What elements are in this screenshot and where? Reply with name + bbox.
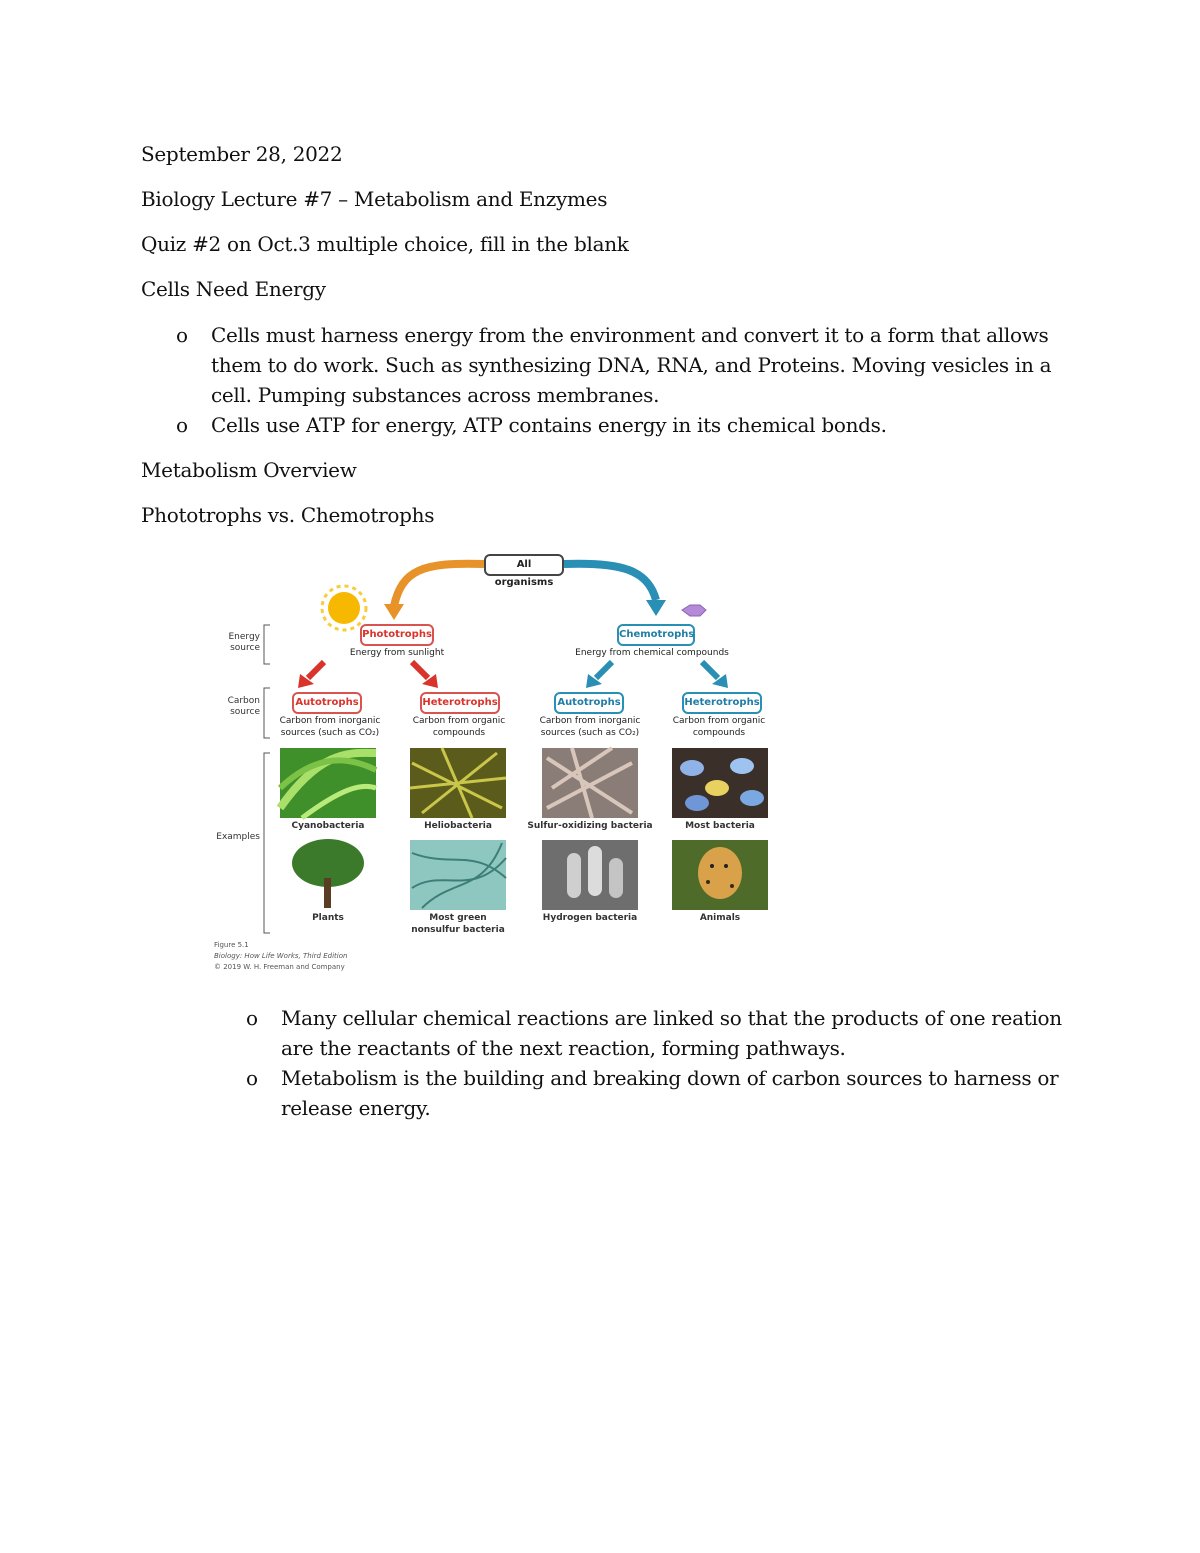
energy-sunlight-label: Energy from sunlight [349, 648, 445, 658]
arrow-to-phototrophs [394, 564, 484, 606]
metabolism-figure [212, 548, 812, 973]
all-organisms-box: All organisms [484, 554, 564, 576]
photo-cyanobacteria [280, 748, 376, 818]
photo-carbon-inorganic: Carbon from inorganic sources (such as CO₂) [279, 716, 381, 738]
sun-icon [322, 586, 366, 630]
chemo-autotrophs-box: Autotrophs [554, 692, 624, 714]
photo-carbon-organic: Carbon from organic compounds [412, 716, 506, 738]
arrow-chemo-hetero [702, 662, 718, 678]
bullet-text: Metabolism is the building and breaking down of carbon sources to harness or release energy. [281, 1066, 1059, 1120]
arrow-head-phototrophs [384, 604, 404, 620]
section-heading-cells-need-energy: Cells Need Energy [141, 277, 326, 301]
list-item [141, 320, 1076, 410]
figure-credit [214, 940, 414, 973]
photo-sulfur-bacteria [542, 748, 638, 818]
molecule-icon [682, 605, 706, 616]
figure-number: Figure 5.1 [214, 941, 249, 949]
photo-animals [672, 840, 768, 910]
caption-sulfur-bacteria: Sulfur-oxidizing bacteria [527, 821, 653, 831]
bullet-marker: o [176, 413, 188, 437]
photo-heliobacteria [410, 748, 506, 818]
examples-label: Examples [216, 832, 260, 842]
bullet-text: Many cellular chemical reactions are linked so that the products of one reation are the reactants of the next reaction, forming pathways. [281, 1006, 1062, 1060]
carbon-source-label: Carbon source [227, 696, 260, 717]
quiz-note: Quiz #2 on Oct.3 multiple choice, fill in the blank [141, 232, 629, 256]
note-date: September 28, 2022 [141, 142, 343, 166]
caption-hydrogen-bacteria: Hydrogen bacteria [542, 913, 638, 923]
bullet-list-metabolism [211, 1003, 1071, 1123]
list-item [211, 1063, 1071, 1123]
energy-chemical-label: Energy from chemical compounds [575, 648, 729, 658]
section-heading-phototrophs-chemotrophs: Phototrophs vs. Chemotrophs [141, 503, 435, 527]
photo-heterotrophs-box: Heterotrophs [420, 692, 500, 714]
photo-autotrophs-box: Autotrophs [292, 692, 362, 714]
energy-source-label: Energy source [228, 632, 260, 653]
bullet-marker: o [246, 1066, 258, 1090]
caption-heliobacteria: Heliobacteria [424, 821, 492, 831]
bullet-marker: o [176, 323, 188, 347]
figure-copyright: © 2019 W. H. Freeman and Company [214, 963, 345, 971]
list-item [141, 410, 1076, 440]
figure-graphics [212, 548, 812, 973]
chemo-carbon-organic: Carbon from organic compounds [672, 716, 766, 738]
bullet-list-cells-energy [141, 320, 1076, 440]
arrow-chemo-auto [596, 662, 612, 678]
bullet-text: Cells must harness energy from the environment and convert it to a form that allows them to do work. Such as synthesizing DNA, RNA, and Proteins. Moving vesicles in a cell. Pumping substances across membranes. [211, 323, 1052, 407]
arrow-to-chemotrophs [564, 564, 656, 600]
section-heading-metabolism-overview: Metabolism Overview [141, 458, 357, 482]
chemo-carbon-inorganic: Carbon from inorganic sources (such as CO₂) [539, 716, 641, 738]
caption-cyanobacteria: Cyanobacteria [291, 821, 365, 831]
phototrophs-box: Phototrophs [360, 624, 434, 646]
bullet-marker: o [246, 1006, 258, 1030]
arrow-head-chemotrophs [646, 600, 666, 616]
arrow-photo-auto [308, 662, 324, 678]
photo-most-bacteria [672, 748, 768, 818]
figure-book: Biology: How Life Works, Third Edition [214, 952, 348, 960]
photo-plants [280, 839, 376, 910]
bullet-text: Cells use ATP for energy, ATP contains energy in its chemical bonds. [211, 413, 887, 437]
photo-green-nonsulfur [410, 840, 506, 910]
chemotrophs-box: Chemotrophs [617, 624, 695, 646]
caption-animals: Animals [699, 913, 741, 923]
photo-hydrogen-bacteria [542, 840, 638, 910]
list-item [211, 1003, 1071, 1063]
caption-most-bacteria: Most bacteria [685, 821, 755, 831]
caption-plants: Plants [312, 913, 344, 923]
arrow-photo-hetero [412, 662, 428, 678]
chemo-heterotrophs-box: Heterotrophs [682, 692, 762, 714]
lecture-title: Biology Lecture #7 – Metabolism and Enzymes [141, 187, 608, 211]
caption-green-nonsulfur: Most green nonsulfur bacteria [411, 913, 505, 935]
